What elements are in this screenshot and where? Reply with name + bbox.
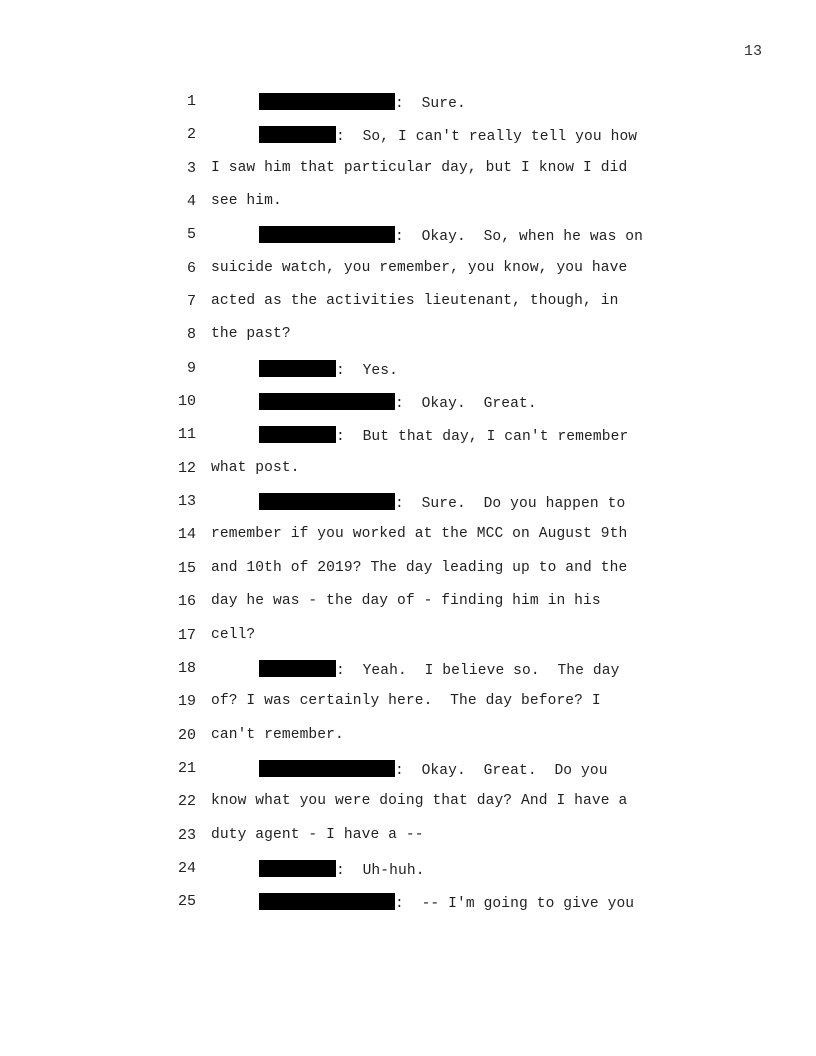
line-text: : -- I'm going to give you <box>395 896 635 913</box>
line-text: acted as the activities lieutenant, though, in <box>211 293 619 310</box>
line-text: of? I was certainly here. The day before? I <box>211 693 601 710</box>
redaction-box <box>259 760 395 777</box>
continuation-text <box>211 627 255 643</box>
continuation-text <box>211 526 627 542</box>
redaction-box <box>259 860 336 877</box>
line-number: 23 <box>177 826 196 844</box>
transcript-line <box>0 359 816 392</box>
line-number: 12 <box>177 459 196 477</box>
line-text: can't remember. <box>211 726 344 743</box>
line-text: the past? <box>211 326 291 343</box>
continuation-text <box>211 693 601 709</box>
line-number: 7 <box>186 293 196 311</box>
line-text: : Yeah. I believe so. The day <box>336 662 620 679</box>
line-text: cell? <box>211 626 256 643</box>
speaker-utterance <box>259 360 398 379</box>
line-number: 9 <box>186 359 196 377</box>
line-text: suicide watch, you remember, you know, you have <box>211 259 628 276</box>
transcript-line <box>0 259 816 292</box>
line-text: : Okay. So, when he was on <box>395 229 644 246</box>
line-text: : Yes. <box>336 362 399 379</box>
redaction-box <box>259 360 336 377</box>
line-number: 8 <box>186 326 196 344</box>
line-number: 6 <box>186 259 196 277</box>
line-text: remember if you worked at the MCC on August 9th <box>211 526 628 543</box>
line-text: : Uh-huh. <box>336 862 425 879</box>
line-number: 25 <box>177 893 196 911</box>
line-number: 14 <box>177 526 196 544</box>
line-number: 21 <box>177 759 196 777</box>
line-number: 3 <box>186 159 196 177</box>
speaker-utterance <box>259 126 637 145</box>
continuation-text <box>211 193 282 209</box>
line-number: 5 <box>186 226 196 244</box>
speaker-utterance <box>259 93 466 112</box>
transcript-line <box>0 192 816 225</box>
continuation-text <box>211 793 627 809</box>
line-text: day he was - the day of - finding him in his <box>211 593 601 610</box>
line-number: 18 <box>177 659 196 677</box>
line-text: : But that day, I can't remember <box>336 429 629 446</box>
line-number: 17 <box>177 626 196 644</box>
continuation-text <box>211 326 291 342</box>
transcript-line <box>0 292 816 325</box>
redaction-box <box>259 493 395 510</box>
line-text: what post. <box>211 459 300 476</box>
transcript-line <box>0 626 816 659</box>
page-number: 13 <box>743 43 762 60</box>
line-text: duty agent - I have a -- <box>211 826 424 843</box>
transcript-line <box>0 859 816 892</box>
continuation-text <box>211 727 344 743</box>
transcript-lines <box>0 92 816 926</box>
transcript-line <box>0 325 816 358</box>
speaker-utterance <box>259 860 425 879</box>
line-number: 11 <box>177 426 196 444</box>
speaker-utterance <box>259 760 608 779</box>
transcript-line <box>0 392 816 425</box>
transcript-line <box>0 592 816 625</box>
redaction-box <box>259 93 395 110</box>
transcript-line <box>0 759 816 792</box>
transcript-line <box>0 459 816 492</box>
line-text: : Sure. <box>395 96 466 112</box>
transcript-line <box>0 792 816 825</box>
redaction-box <box>259 126 336 143</box>
line-number: 22 <box>177 793 196 811</box>
continuation-text <box>211 460 300 476</box>
redaction-box <box>259 893 395 910</box>
line-text: : Okay. Great. Do you <box>395 762 608 779</box>
transcript-line <box>0 492 816 525</box>
line-number: 2 <box>186 126 196 144</box>
line-text: : Okay. Great. <box>395 396 537 413</box>
continuation-text <box>211 293 618 309</box>
line-text: : So, I can't really tell you how <box>336 129 638 146</box>
speaker-utterance <box>259 893 634 912</box>
transcript-line <box>0 692 816 725</box>
speaker-utterance <box>259 660 619 679</box>
continuation-text <box>211 593 601 609</box>
continuation-text <box>211 160 627 176</box>
line-number: 13 <box>177 493 196 511</box>
redaction-box <box>259 426 336 443</box>
line-number: 19 <box>177 693 196 711</box>
transcript-line <box>0 892 816 925</box>
transcript-line <box>0 225 816 258</box>
line-text: I saw him that particular day, but I know I did <box>211 159 628 176</box>
transcript-line <box>0 659 816 692</box>
transcript-line <box>0 125 816 158</box>
speaker-utterance <box>259 426 628 445</box>
transcript-line <box>0 525 816 558</box>
line-number: 20 <box>177 726 196 744</box>
redaction-box <box>259 393 395 410</box>
line-number: 24 <box>177 859 196 877</box>
line-text: and 10th of 2019? The day leading up to and the <box>211 559 628 576</box>
line-text: see him. <box>211 193 282 210</box>
redaction-box <box>259 660 336 677</box>
transcript-line <box>0 726 816 759</box>
redaction-box <box>259 226 395 243</box>
transcript-line <box>0 425 816 458</box>
continuation-text <box>211 827 424 843</box>
speaker-utterance <box>259 226 643 245</box>
line-number: 15 <box>177 559 196 577</box>
transcript-line <box>0 826 816 859</box>
speaker-utterance <box>259 493 625 512</box>
transcript-line <box>0 559 816 592</box>
transcript-line <box>0 159 816 192</box>
continuation-text <box>211 560 627 576</box>
line-text: know what you were doing that day? And I have a <box>211 793 628 810</box>
speaker-utterance <box>259 393 537 412</box>
line-number: 10 <box>177 393 196 411</box>
line-number: 4 <box>186 193 196 211</box>
continuation-text <box>211 260 627 276</box>
transcript-line <box>0 92 816 125</box>
line-number: 1 <box>186 93 196 110</box>
line-number: 16 <box>177 593 196 611</box>
line-text: : Sure. Do you happen to <box>395 496 626 513</box>
